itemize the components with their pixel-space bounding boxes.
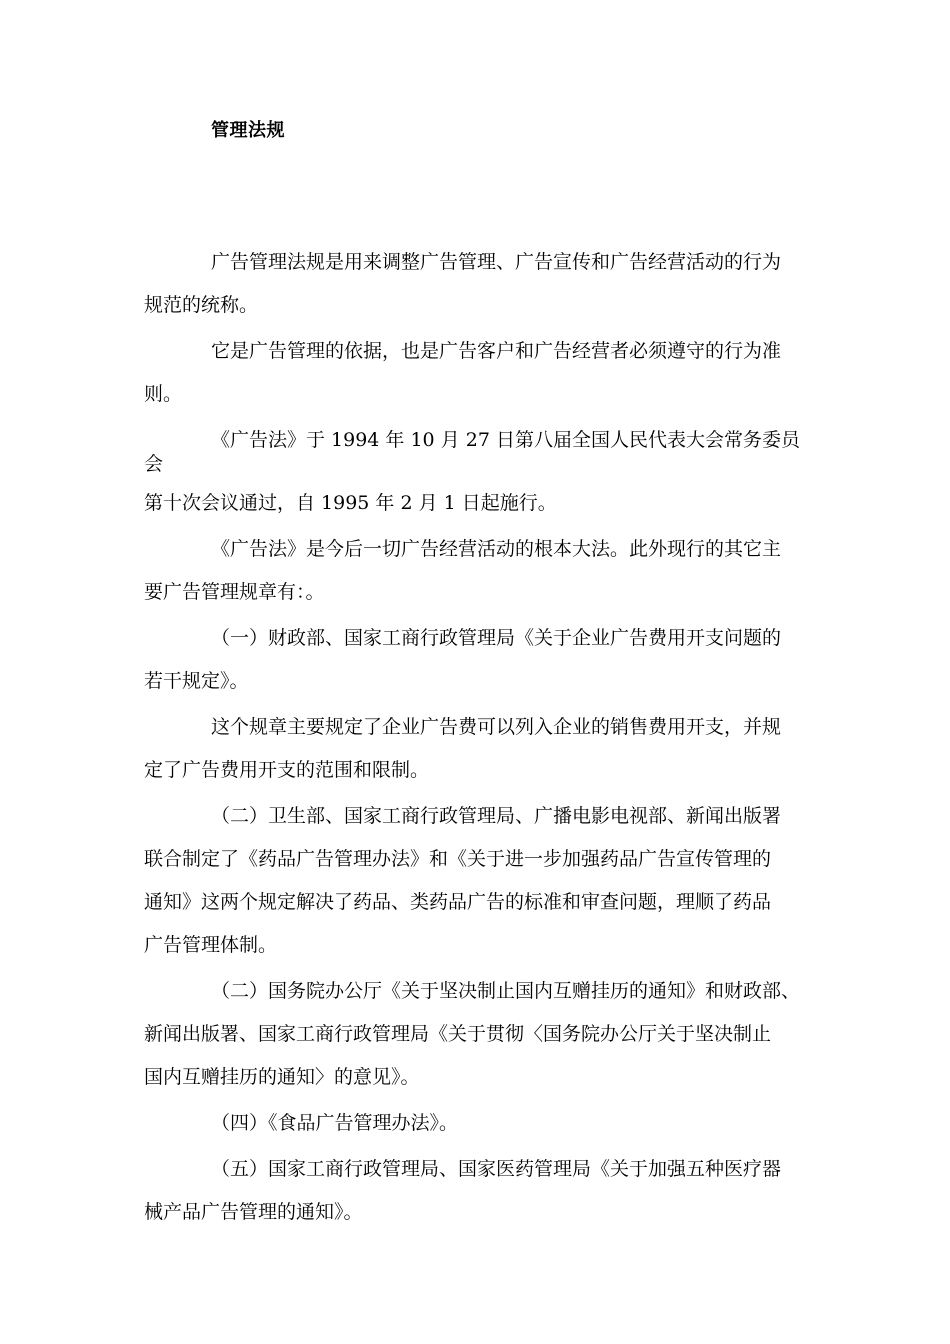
paragraph-line: 广告管理体制。 [144,934,278,956]
paragraph-line: 要广告管理规章有：。 [144,581,325,603]
paragraph-line: 这个规章主要规定了企业广告费可以列入企业的销售费用开支，并规 [211,716,782,738]
document-title: 管理法规 [211,120,285,141]
paragraph-line: （二）国务院办公厅《关于坚决制止国内互赠挂历的通知》和财政部、 [211,980,801,1002]
paragraph-line: 若干规定》。 [144,670,249,692]
paragraph-line: 规范的统称。 [144,294,259,316]
paragraph-line: 国内互赠挂历的通知〉的意见》。 [144,1066,420,1088]
paragraph-line: 《广告法》是今后一切广告经营活动的根本大法。此外现行的其它主 [211,538,782,560]
paragraph-line: 《广告法》于 1994 年 10 月 27 日第八届全国人民代表大会常务委员 [211,429,800,451]
paragraph-line: 通知》这两个规定解决了药品、类药品广告的标准和审查问题，理顺了药品 [144,891,772,913]
paragraph-line: 广告管理法规是用来调整广告管理、广告宣传和广告经营活动的行为 [211,251,782,273]
paragraph-line: 械产品广告管理的通知》。 [144,1201,363,1223]
paragraph-line: 则。 [144,383,183,405]
paragraph-line: 它是广告管理的依据，也是广告客户和广告经营者必须遵守的行为准 [211,340,782,362]
paragraph-line: （四）《食品广告管理办法》。 [211,1112,459,1134]
paragraph-line: 第十次会议通过，自 1995 年 2 月 1 日起施行。 [144,492,557,514]
paragraph-line: 联合制定了《药品广告管理办法》和《关于进一步加强药品广告宣传管理的 [144,848,772,870]
paragraph-line: （二）卫生部、国家工商行政管理局、广播电影电视部、新闻出版署 [211,805,782,827]
paragraph-line: 新闻出版署、国家工商行政管理局《关于贯彻〈国务院办公厅关于坚决制止 [144,1023,772,1045]
paragraph-line: （五）国家工商行政管理局、国家医药管理局《关于加强五种医疗器 [211,1158,782,1180]
paragraph-line: 定了广告费用开支的范围和限制。 [144,759,430,781]
paragraph-line: 会 [144,453,164,475]
paragraph-line: （一）财政部、国家工商行政管理局《关于企业广告费用开支问题的 [211,627,782,649]
